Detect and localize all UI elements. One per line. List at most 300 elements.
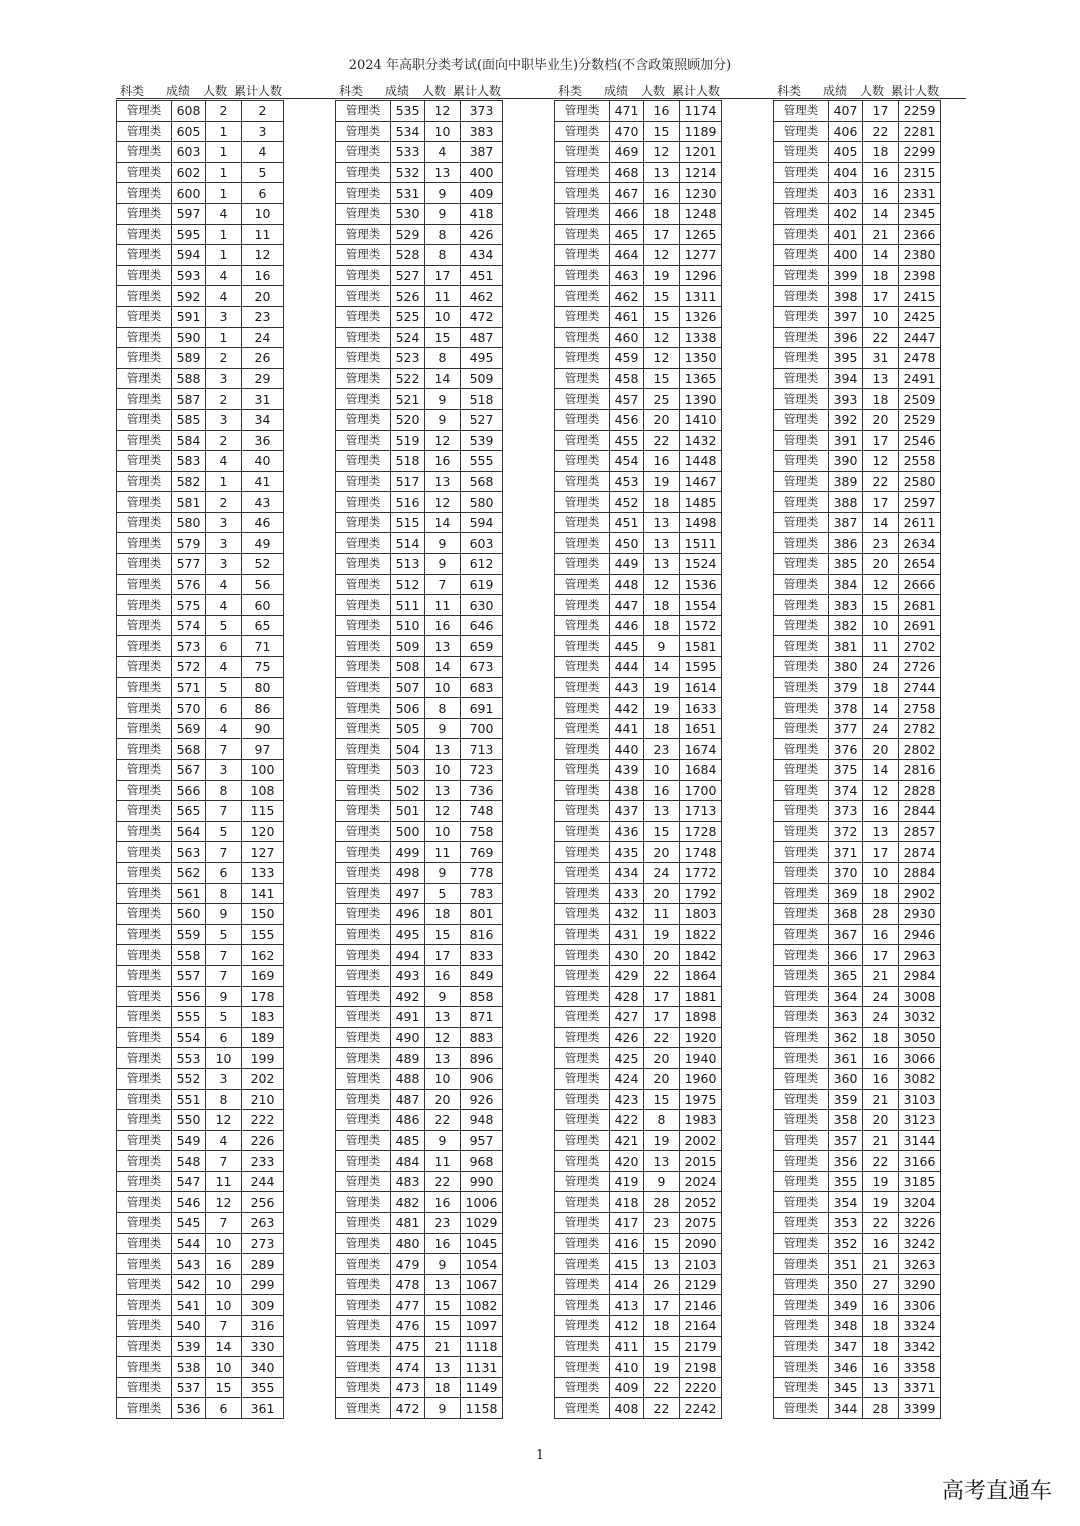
cumulative-cell: 594 <box>461 512 503 533</box>
cumulative-cell: 691 <box>461 698 503 719</box>
category-cell: 管理类 <box>117 512 172 533</box>
count-cell: 10 <box>863 306 899 327</box>
score-cell: 557 <box>172 965 206 986</box>
count-cell: 4 <box>206 1130 242 1151</box>
category-cell: 管理类 <box>774 1130 829 1151</box>
category-cell: 管理类 <box>336 224 391 245</box>
category-cell: 管理类 <box>555 1048 610 1069</box>
count-cell: 16 <box>425 451 461 472</box>
column-header <box>546 80 724 100</box>
score-cell: 516 <box>391 492 425 513</box>
cumulative-cell: 1960 <box>680 1068 722 1089</box>
score-cell: 572 <box>172 657 206 678</box>
cumulative-cell: 1365 <box>680 368 722 389</box>
category-cell: 管理类 <box>774 1048 829 1069</box>
cumulative-cell: 758 <box>461 821 503 842</box>
count-cell: 4 <box>206 265 242 286</box>
table-row <box>555 224 722 245</box>
count-cell: 12 <box>644 348 680 369</box>
count-cell: 6 <box>206 698 242 719</box>
table-row <box>555 904 722 925</box>
category-cell: 管理类 <box>774 595 829 616</box>
cumulative-cell: 2299 <box>899 142 941 163</box>
score-cell: 364 <box>829 986 863 1007</box>
table-row <box>774 1110 941 1131</box>
score-cell: 561 <box>172 883 206 904</box>
score-cell: 378 <box>829 698 863 719</box>
category-cell: 管理类 <box>117 883 172 904</box>
count-cell: 3 <box>206 306 242 327</box>
count-cell: 19 <box>644 1130 680 1151</box>
score-cell: 403 <box>829 183 863 204</box>
table-row <box>117 327 284 348</box>
table-row <box>555 1068 722 1089</box>
table-row <box>555 554 722 575</box>
table-row <box>774 1192 941 1213</box>
table-row <box>774 1377 941 1398</box>
table-row <box>117 924 284 945</box>
score-cell: 376 <box>829 739 863 760</box>
table-row <box>774 245 941 266</box>
category-cell: 管理类 <box>774 657 829 678</box>
count-cell: 22 <box>425 1110 461 1131</box>
cumulative-cell: 1842 <box>680 945 722 966</box>
count-cell: 22 <box>863 121 899 142</box>
category-cell: 管理类 <box>555 1254 610 1275</box>
score-cell: 430 <box>610 945 644 966</box>
count-cell: 4 <box>206 286 242 307</box>
category-cell: 管理类 <box>555 1027 610 1048</box>
category-cell: 管理类 <box>336 533 391 554</box>
table-row <box>555 1213 722 1234</box>
count-cell: 13 <box>644 554 680 575</box>
table-row <box>774 142 941 163</box>
score-cell: 379 <box>829 677 863 698</box>
category-cell: 管理类 <box>117 904 172 925</box>
score-cell: 536 <box>172 1398 206 1419</box>
category-cell: 管理类 <box>336 1316 391 1337</box>
score-cell: 569 <box>172 718 206 739</box>
cumulative-cell: 3066 <box>899 1048 941 1069</box>
cumulative-cell: 23 <box>242 306 284 327</box>
category-cell: 管理类 <box>555 101 610 122</box>
cumulative-cell: 1248 <box>680 203 722 224</box>
count-cell: 10 <box>425 121 461 142</box>
cumulative-cell: 6 <box>242 183 284 204</box>
category-cell: 管理类 <box>774 1295 829 1316</box>
cumulative-cell: 3103 <box>899 1089 941 1110</box>
count-cell: 16 <box>863 1233 899 1254</box>
count-cell: 7 <box>206 1213 242 1234</box>
score-cell: 434 <box>610 862 644 883</box>
table-row <box>336 924 503 945</box>
score-column-1 <box>108 80 286 1419</box>
score-cell: 383 <box>829 595 863 616</box>
score-cell: 590 <box>172 327 206 348</box>
count-cell: 10 <box>425 677 461 698</box>
category-cell: 管理类 <box>774 924 829 945</box>
count-cell: 12 <box>425 1027 461 1048</box>
score-cell: 419 <box>610 1171 644 1192</box>
cumulative-cell: 434 <box>461 245 503 266</box>
category-cell: 管理类 <box>117 595 172 616</box>
table-row <box>555 1007 722 1028</box>
category-cell: 管理类 <box>555 1213 610 1234</box>
cumulative-cell: 1338 <box>680 327 722 348</box>
table-row <box>117 554 284 575</box>
table-row <box>774 780 941 801</box>
category-cell: 管理类 <box>336 1068 391 1089</box>
category-cell: 管理类 <box>774 368 829 389</box>
table-row <box>336 718 503 739</box>
score-cell: 548 <box>172 1151 206 1172</box>
count-cell: 22 <box>863 471 899 492</box>
category-cell: 管理类 <box>117 924 172 945</box>
cumulative-cell: 968 <box>461 1151 503 1172</box>
cumulative-cell: 71 <box>242 636 284 657</box>
cumulative-cell: 2002 <box>680 1130 722 1151</box>
count-cell: 24 <box>644 862 680 883</box>
category-cell: 管理类 <box>555 1316 610 1337</box>
table-row <box>117 1357 284 1378</box>
category-cell: 管理类 <box>336 389 391 410</box>
cumulative-cell: 1898 <box>680 1007 722 1028</box>
cumulative-cell: 387 <box>461 142 503 163</box>
cumulative-cell: 316 <box>242 1316 284 1337</box>
cumulative-cell: 630 <box>461 595 503 616</box>
score-cell: 431 <box>610 924 644 945</box>
score-cell: 461 <box>610 306 644 327</box>
cumulative-cell: 2315 <box>899 162 941 183</box>
category-cell: 管理类 <box>117 1027 172 1048</box>
cumulative-cell: 3032 <box>899 1007 941 1028</box>
category-cell: 管理类 <box>774 1068 829 1089</box>
count-cell: 16 <box>863 162 899 183</box>
cumulative-cell: 1158 <box>461 1398 503 1419</box>
category-cell: 管理类 <box>555 224 610 245</box>
count-cell: 18 <box>863 265 899 286</box>
cumulative-cell: 673 <box>461 657 503 678</box>
cumulative-cell: 1265 <box>680 224 722 245</box>
cumulative-cell: 222 <box>242 1110 284 1131</box>
score-cell: 346 <box>829 1357 863 1378</box>
score-cell: 450 <box>610 533 644 554</box>
category-cell: 管理类 <box>117 739 172 760</box>
score-cell: 500 <box>391 821 425 842</box>
count-cell: 13 <box>425 739 461 760</box>
score-cell: 584 <box>172 430 206 451</box>
score-cell: 480 <box>391 1233 425 1254</box>
table-row <box>117 224 284 245</box>
table-row <box>555 348 722 369</box>
count-cell: 7 <box>425 574 461 595</box>
cumulative-cell: 3263 <box>899 1254 941 1275</box>
table-row <box>117 1254 284 1275</box>
score-cell: 451 <box>610 512 644 533</box>
count-cell: 3 <box>206 1068 242 1089</box>
table-row <box>336 1316 503 1337</box>
count-cell: 15 <box>644 1089 680 1110</box>
cumulative-cell: 1572 <box>680 615 722 636</box>
table-row <box>555 1295 722 1316</box>
score-cell: 394 <box>829 368 863 389</box>
cumulative-cell: 2220 <box>680 1377 722 1398</box>
score-cell: 454 <box>610 451 644 472</box>
table-row <box>117 245 284 266</box>
count-cell: 17 <box>644 224 680 245</box>
score-cell: 552 <box>172 1068 206 1089</box>
table-row <box>774 554 941 575</box>
table-row <box>555 1233 722 1254</box>
cumulative-cell: 646 <box>461 615 503 636</box>
score-cell: 532 <box>391 162 425 183</box>
category-cell: 管理类 <box>117 945 172 966</box>
category-cell: 管理类 <box>336 1048 391 1069</box>
table-row <box>336 224 503 245</box>
category-cell: 管理类 <box>336 430 391 451</box>
count-cell: 15 <box>644 1336 680 1357</box>
count-cell: 11 <box>863 636 899 657</box>
table-row <box>774 842 941 863</box>
count-cell: 15 <box>644 306 680 327</box>
table-row <box>117 1089 284 1110</box>
count-cell: 10 <box>863 862 899 883</box>
table-row <box>336 142 503 163</box>
table-row <box>336 1233 503 1254</box>
cumulative-cell: 2654 <box>899 554 941 575</box>
score-cell: 592 <box>172 286 206 307</box>
header-cell: 人数 <box>640 83 665 98</box>
cumulative-cell: 36 <box>242 430 284 451</box>
score-cell: 350 <box>829 1274 863 1295</box>
count-cell: 5 <box>206 677 242 698</box>
cumulative-cell: 3358 <box>899 1357 941 1378</box>
cumulative-cell: 75 <box>242 657 284 678</box>
cumulative-cell: 46 <box>242 512 284 533</box>
score-cell: 362 <box>829 1027 863 1048</box>
column-header <box>327 80 505 100</box>
score-cell: 416 <box>610 1233 644 1254</box>
table-row <box>336 739 503 760</box>
score-cell: 463 <box>610 265 644 286</box>
category-cell: 管理类 <box>555 430 610 451</box>
category-cell: 管理类 <box>555 595 610 616</box>
score-cell: 439 <box>610 760 644 781</box>
header-cell: 科类 <box>557 83 582 98</box>
count-cell: 19 <box>863 1192 899 1213</box>
table-row <box>774 1398 941 1419</box>
score-cell: 347 <box>829 1336 863 1357</box>
table-row <box>117 1295 284 1316</box>
table-row <box>555 1192 722 1213</box>
category-cell: 管理类 <box>336 1192 391 1213</box>
table-row <box>555 533 722 554</box>
column-header <box>765 80 943 100</box>
table-row <box>336 306 503 327</box>
score-cell: 594 <box>172 245 206 266</box>
count-cell: 9 <box>206 904 242 925</box>
cumulative-cell: 2259 <box>899 101 941 122</box>
cumulative-cell: 1881 <box>680 986 722 1007</box>
cumulative-cell: 700 <box>461 718 503 739</box>
score-cell: 417 <box>610 1213 644 1234</box>
table-row <box>336 265 503 286</box>
category-cell: 管理类 <box>336 842 391 863</box>
cumulative-cell: 52 <box>242 554 284 575</box>
count-cell: 19 <box>644 698 680 719</box>
category-cell: 管理类 <box>336 492 391 513</box>
count-cell: 10 <box>206 1233 242 1254</box>
table-row <box>117 718 284 739</box>
cumulative-cell: 2345 <box>899 203 941 224</box>
count-cell: 22 <box>863 327 899 348</box>
count-cell: 9 <box>644 636 680 657</box>
count-cell: 17 <box>863 430 899 451</box>
score-cell: 370 <box>829 862 863 883</box>
score-column-2 <box>327 80 505 1419</box>
table-row <box>336 1068 503 1089</box>
category-cell: 管理类 <box>774 101 829 122</box>
score-cell: 591 <box>172 306 206 327</box>
table-row <box>555 595 722 616</box>
category-cell: 管理类 <box>117 389 172 410</box>
score-cell: 388 <box>829 492 863 513</box>
score-cell: 433 <box>610 883 644 904</box>
score-cell: 423 <box>610 1089 644 1110</box>
category-cell: 管理类 <box>555 286 610 307</box>
cumulative-cell: 3306 <box>899 1295 941 1316</box>
category-cell: 管理类 <box>117 348 172 369</box>
score-cell: 386 <box>829 533 863 554</box>
cumulative-cell: 3050 <box>899 1027 941 1048</box>
category-cell: 管理类 <box>774 1254 829 1275</box>
table-row <box>336 862 503 883</box>
score-cell: 525 <box>391 306 425 327</box>
cumulative-cell: 2090 <box>680 1233 722 1254</box>
category-cell: 管理类 <box>774 883 829 904</box>
count-cell: 12 <box>644 574 680 595</box>
score-cell: 554 <box>172 1027 206 1048</box>
score-cell: 567 <box>172 760 206 781</box>
table-row <box>555 1274 722 1295</box>
cumulative-cell: 244 <box>242 1171 284 1192</box>
category-cell: 管理类 <box>117 224 172 245</box>
score-cell: 556 <box>172 986 206 1007</box>
table-row <box>117 430 284 451</box>
count-cell: 17 <box>644 986 680 1007</box>
category-cell: 管理类 <box>117 286 172 307</box>
score-cell: 367 <box>829 924 863 945</box>
score-table <box>116 100 284 1419</box>
category-cell: 管理类 <box>555 1274 610 1295</box>
category-cell: 管理类 <box>117 492 172 513</box>
table-row <box>336 409 503 430</box>
category-cell: 管理类 <box>555 1110 610 1131</box>
count-cell: 12 <box>425 430 461 451</box>
cumulative-cell: 1864 <box>680 965 722 986</box>
table-row <box>774 265 941 286</box>
table-row <box>336 657 503 678</box>
cumulative-cell: 1792 <box>680 883 722 904</box>
score-cell: 448 <box>610 574 644 595</box>
count-cell: 15 <box>425 327 461 348</box>
cumulative-cell: 1748 <box>680 842 722 863</box>
cumulative-cell: 10 <box>242 203 284 224</box>
table-row <box>117 842 284 863</box>
count-cell: 11 <box>425 286 461 307</box>
score-cell: 508 <box>391 657 425 678</box>
category-cell: 管理类 <box>117 615 172 636</box>
table-row <box>774 101 941 122</box>
score-cell: 427 <box>610 1007 644 1028</box>
cumulative-cell: 1082 <box>461 1295 503 1316</box>
table-row <box>555 327 722 348</box>
table-row <box>336 533 503 554</box>
category-cell: 管理类 <box>555 718 610 739</box>
count-cell: 15 <box>644 286 680 307</box>
table-row <box>774 348 941 369</box>
category-cell: 管理类 <box>774 1089 829 1110</box>
category-cell: 管理类 <box>336 1336 391 1357</box>
header-cell: 科类 <box>338 83 363 98</box>
score-cell: 353 <box>829 1213 863 1234</box>
count-cell: 17 <box>644 1007 680 1028</box>
category-cell: 管理类 <box>336 1233 391 1254</box>
score-cell: 357 <box>829 1130 863 1151</box>
score-cell: 565 <box>172 801 206 822</box>
cumulative-cell: 2884 <box>899 862 941 883</box>
category-cell: 管理类 <box>555 471 610 492</box>
cumulative-cell: 273 <box>242 1233 284 1254</box>
table-row <box>117 945 284 966</box>
cumulative-cell: 2052 <box>680 1192 722 1213</box>
cumulative-cell: 330 <box>242 1336 284 1357</box>
table-row <box>117 615 284 636</box>
score-cell: 377 <box>829 718 863 739</box>
count-cell: 20 <box>644 409 680 430</box>
category-cell: 管理类 <box>555 512 610 533</box>
table-row <box>774 924 941 945</box>
score-cell: 374 <box>829 780 863 801</box>
table-row <box>336 698 503 719</box>
table-row <box>336 1377 503 1398</box>
score-cell: 460 <box>610 327 644 348</box>
category-cell: 管理类 <box>336 574 391 595</box>
cumulative-cell: 748 <box>461 801 503 822</box>
table-row <box>555 965 722 986</box>
table-row <box>555 862 722 883</box>
table-row <box>774 409 941 430</box>
score-cell: 469 <box>610 142 644 163</box>
cumulative-cell: 2802 <box>899 739 941 760</box>
count-cell: 18 <box>425 1377 461 1398</box>
score-column-3 <box>546 80 724 1419</box>
category-cell: 管理类 <box>117 1336 172 1357</box>
score-cell: 392 <box>829 409 863 430</box>
cumulative-cell: 816 <box>461 924 503 945</box>
score-cell: 575 <box>172 595 206 616</box>
cumulative-cell: 3144 <box>899 1130 941 1151</box>
table-row <box>336 162 503 183</box>
header-cell: 成绩 <box>822 83 847 98</box>
category-cell: 管理类 <box>774 1316 829 1337</box>
category-cell: 管理类 <box>336 1171 391 1192</box>
cumulative-cell: 858 <box>461 986 503 1007</box>
count-cell: 10 <box>644 760 680 781</box>
score-cell: 539 <box>172 1336 206 1357</box>
cumulative-cell: 2331 <box>899 183 941 204</box>
count-cell: 12 <box>206 1192 242 1213</box>
